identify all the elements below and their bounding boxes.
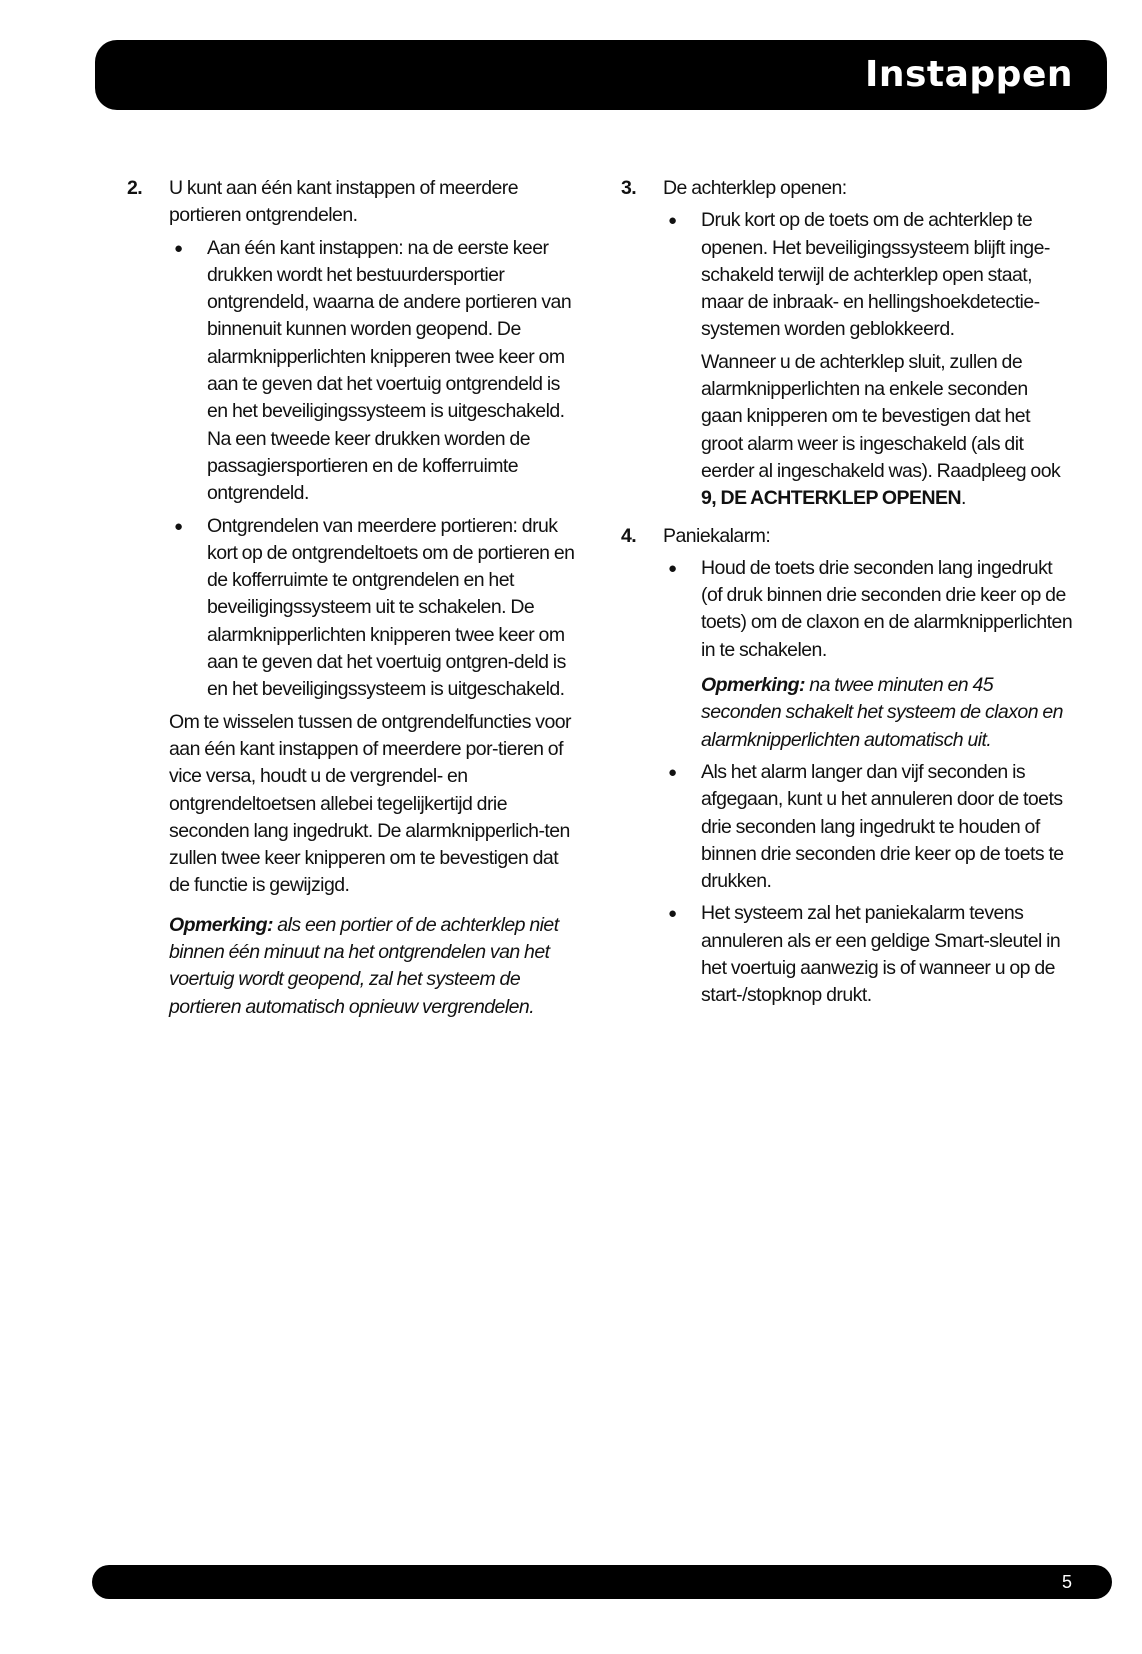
bullet-text: Ontgrendelen van meerdere portieren: druk kort op de ontgrendeltoets om de portieren en de kofferruimte te ontgrendelen en het beveiligingssysteem uit te schakelen. De alarmknipperlichten knipperen twee keer om aan te geven dat het voertuig ontgren-deld is en het beveiligingssysteem is uitgeschakeld. [207, 514, 575, 701]
note-paragraph [621, 672, 1073, 754]
bullet-list [621, 207, 1073, 343]
item-number: 2. [127, 177, 143, 199]
bullet-text: Het systeem zal het paniekalarm tevens annuleren als er een geldige Smart-sleutel in het voertuig aanwezig is of wanneer u op de start-/stopknop drukt. [701, 902, 1061, 1007]
item-text: Paniekalarm: [663, 524, 771, 547]
item-number: 4. [621, 524, 637, 547]
note-text: na twee minuten en 45 seconden schakelt het systeem de claxon en alarmknipperlichten automatisch uit. [701, 674, 1063, 751]
header-bar [95, 40, 1107, 110]
bullet-list [621, 555, 1073, 664]
bullet-icon: ● [668, 905, 677, 923]
item-number: 3. [621, 177, 637, 199]
cross-reference-link[interactable]: 9, DE ACHTERKLEP OPENEN [701, 487, 961, 510]
note-label: Opmerking: [169, 913, 273, 936]
bullet-icon: ● [174, 517, 183, 535]
numbered-item-2 [127, 175, 577, 230]
item-text: De achterklep openen: [663, 177, 847, 199]
list-item [169, 235, 577, 508]
bullet-icon: ● [668, 212, 677, 230]
note-text: als een portier of de achterklep niet binnen één minuut na het ontgrendelen van het voertuig wordt geopend, zal het systeem de portieren automatisch opnieuw vergrendelen. [169, 913, 559, 1018]
page-title: Instappen [864, 54, 1073, 95]
list-item [663, 555, 1073, 664]
followup-paragraph [621, 349, 1073, 513]
switch-paragraph: Om te wisselen tussen de ontgrendelfuncties voor aan één kant instappen of meerdere por-tieren of vice versa, houdt u de vergrendel- en ontgrendeltoetsen allebei tegelijkertijd drie seconden lang ingedrukt. De alarmknipperlich-ten zullen twee keer knipperen om te bevestigen dat de functie is gewijzigd. [169, 710, 571, 897]
left-column [127, 175, 577, 1026]
followup-text: Wanneer u de achterklep sluit, zullen de alarmknipperlichten na enkele seconden gaan knipperen om te bevestigen dat het groot alarm weer is ingeschakeld (als dit eerder al ingeschakeld was). Raadpleeg ook [701, 350, 1061, 482]
followup-end: . [960, 487, 966, 510]
numbered-item-4 [621, 523, 1073, 550]
numbered-item-3 [621, 175, 1073, 202]
bullet-text: Druk kort op de toets om de achterklep te openen. Het beveiligingssysteem blijft inge-schakeld terwijl de achterklep open staat, maar de inbraak- en hellingshoekdetectie-systemen worden geblokkeerd. [701, 209, 1050, 341]
bullet-icon: ● [174, 239, 183, 257]
list-item [663, 207, 1073, 343]
bullet-text: Houd de toets drie seconden lang ingedrukt (of druk binnen drie seconden drie keer op de toets) om de claxon en de alarmknipperlichten in te schakelen. [701, 556, 1073, 661]
page-number: 5 [1061, 1572, 1072, 1592]
list-item [663, 900, 1073, 1009]
list-item [169, 513, 577, 704]
note-label: Opmerking: [701, 674, 805, 697]
bullet-icon: ● [668, 559, 677, 577]
list-item [663, 759, 1073, 895]
note-paragraph [127, 912, 577, 1021]
bullet-icon: ● [668, 763, 677, 781]
item-text: U kunt aan één kant instappen of meerdere portieren ontgrendelen. [169, 177, 519, 227]
bullet-text: Aan één kant instappen: na de eerste keer drukken wordt het bestuurdersportier ontgrendeld, waarna de andere portieren van binnenuit kunnen worden geopend. De alarmknipperlichten knipperen twee keer om aan te geven dat het voertuig ontgrendeld is en het beveiligingssysteem is uitgeschakeld. Na een tweede keer drukken worden de passagiersportieren en de kofferruimte ontgrendeld. [207, 236, 572, 505]
bullet-list [127, 235, 577, 704]
bullet-list [621, 759, 1073, 1010]
footer-bar [92, 1565, 1112, 1599]
right-column [621, 175, 1073, 1015]
bullet-text: Als het alarm langer dan vijf seconden is afgegaan, kunt u het annuleren door de toets drie seconden lang ingedrukt te houden of binnen drie seconden drie keer op de toets te drukken. [701, 760, 1064, 893]
